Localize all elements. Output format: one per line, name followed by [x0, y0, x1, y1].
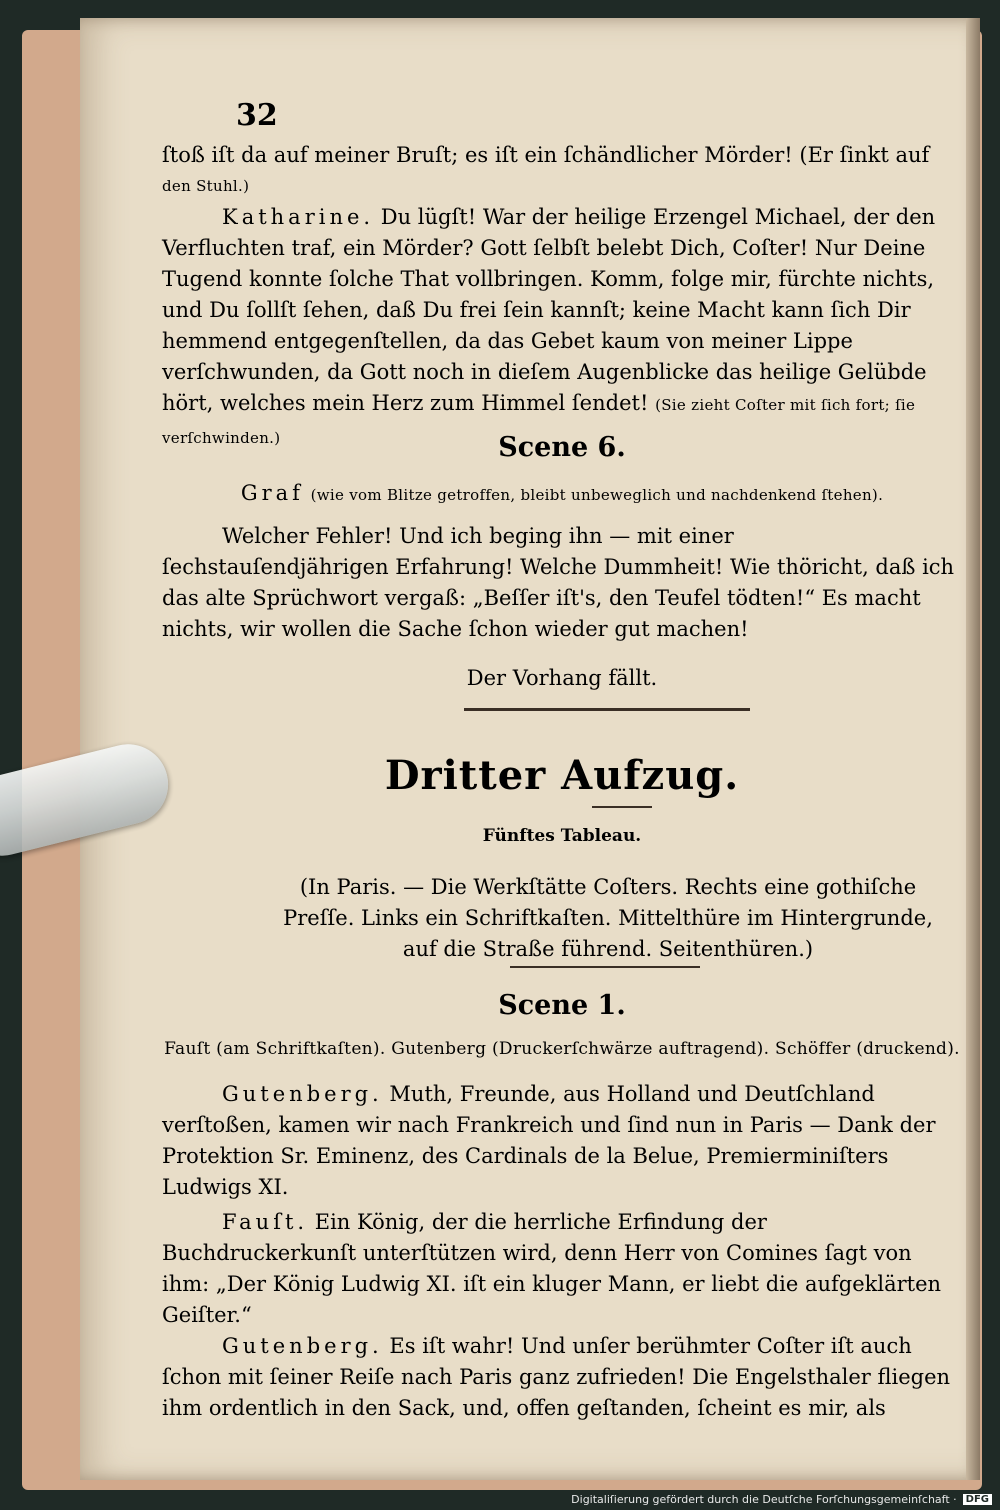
faust-speech: [162, 1207, 962, 1331]
scene1-cast: Fauſt (am Schriftkaſten). Gutenberg (Druckerſchwärze auftragend). Schöffer (druckend).: [164, 1039, 960, 1059]
speaker-katharine: Katharine.: [222, 205, 375, 229]
speaker-gutenberg-2: Gutenberg.: [222, 1334, 383, 1358]
act-title: Dritter Aufzug.: [384, 752, 740, 799]
faust-text: Ein König, der die herrliche Erfindung der Buchdruckerkunſt unterſtützen wird, denn Herr von Comines ſagt von ihm: „Der König Ludwig XI. iſt ein kluger Mann, er liebt die aufgeklärten Geiſter.“: [162, 1210, 942, 1327]
gutenberg-speech-2: [162, 1331, 962, 1424]
tableau-heading: Fünftes Tableau.: [482, 826, 642, 846]
title-underline: [592, 806, 652, 808]
speaker-graf: Graf: [240, 481, 304, 505]
dfg-logo: DFG: [963, 1494, 992, 1505]
section-divider: [464, 708, 750, 711]
page-number: 32: [236, 98, 278, 133]
footer-text: Digitaliſierung gefördert durch die Deutſche Forſchungsgemeinſchaft ·: [571, 1493, 957, 1506]
act3-setting: (In Paris. — Die Werkſtätte Coſters. Rechts eine gothiſche Preſſe. Links ein Schriftkaſten. Mittelthüre im Hintergrunde, auf die Straße führend. Seitenthüren.): [283, 875, 933, 961]
gutenberg-text-2: Es iſt wahr! Und unſer berühmter Coſter iſt auch ſchon mit ſeiner Reiſe nach Paris ganz zufrieden! Die Engelsthaler fliegen ihm ordentlich in den Sack, und, offen geſtanden, ſcheint es mir, als: [162, 1334, 951, 1420]
page-gutter-strip: [966, 18, 980, 1480]
scene5-continuation: [162, 140, 962, 454]
graf-stage-direction: (wie vom Blitze getroffen, bleibt unbeweglich und nachdenkend ſtehen).: [310, 486, 884, 504]
speaker-faust: Fauſt.: [222, 1210, 309, 1234]
curtain-falls: Der Vorhang fällt.: [466, 666, 658, 690]
katharine-text: Du lügſt! War der heilige Erzengel Michael, der den Verfluchten traf, ein Mörder? Gott ſelbſt belebt Dich, Coſter! Nur Deine Tugend konnte ſolche That vollbringen. Komm, folge mir, fürchte nichts, und Du ſollſt ſehen, daß Du frei ſein kannſt; keine Macht kann ſich Dir hemmend entgegenſtellen, da das Gebet kaum von meiner Lippe verſchwunden, da Gott noch in dieſem Augenblicke das heilige Gelübde hört, welches mein Herz zum Himmel ſendet!: [162, 205, 936, 415]
scene1-block: [162, 1034, 962, 1424]
scene6-block: [162, 478, 962, 694]
gutenberg-speech-1: [162, 1079, 962, 1203]
scene5-line2: den Stuhl.): [162, 177, 250, 195]
scene6-heading: Scene 6.: [498, 432, 626, 463]
scene1-heading: Scene 1.: [498, 990, 626, 1021]
graf-speech: Welcher Fehler! Und ich beging ihn — mit einer ſechstauſendjährigen Erfahrung! Welche Dummheit! Wie thöricht, daß ich das alte Sprüchwort vergaß: „Beſſer iſt's, den Teufel tödten!“ Es macht nichts, wir wollen die Sache ſchon wieder gut machen!: [162, 524, 955, 641]
katharine-stage-direction: (Sie zieht Coſter mit ſich fort; ſie verſchwinden.): [162, 396, 916, 447]
scene6-cast-line: [162, 478, 962, 511]
katharine-speech: [162, 202, 962, 454]
scene-divider: [510, 966, 700, 968]
scene5-line1: ſtoß iſt da auf meiner Bruſt; es iſt ein ſchändlicher Mörder! (Er ſinkt auf: [162, 143, 930, 167]
gutenberg-text-1: Muth, Freunde, aus Holland und Deutſchland verſtoßen, kamen wir nach Frankreich und ſind nun in Paris — Dank der Protektion Sr. Eminenz, des Cardinals de la Belue, Premierminiſters Ludwigs XI.: [162, 1082, 936, 1199]
digitization-footer: [571, 1493, 992, 1506]
speaker-gutenberg-1: Gutenberg.: [222, 1082, 383, 1106]
